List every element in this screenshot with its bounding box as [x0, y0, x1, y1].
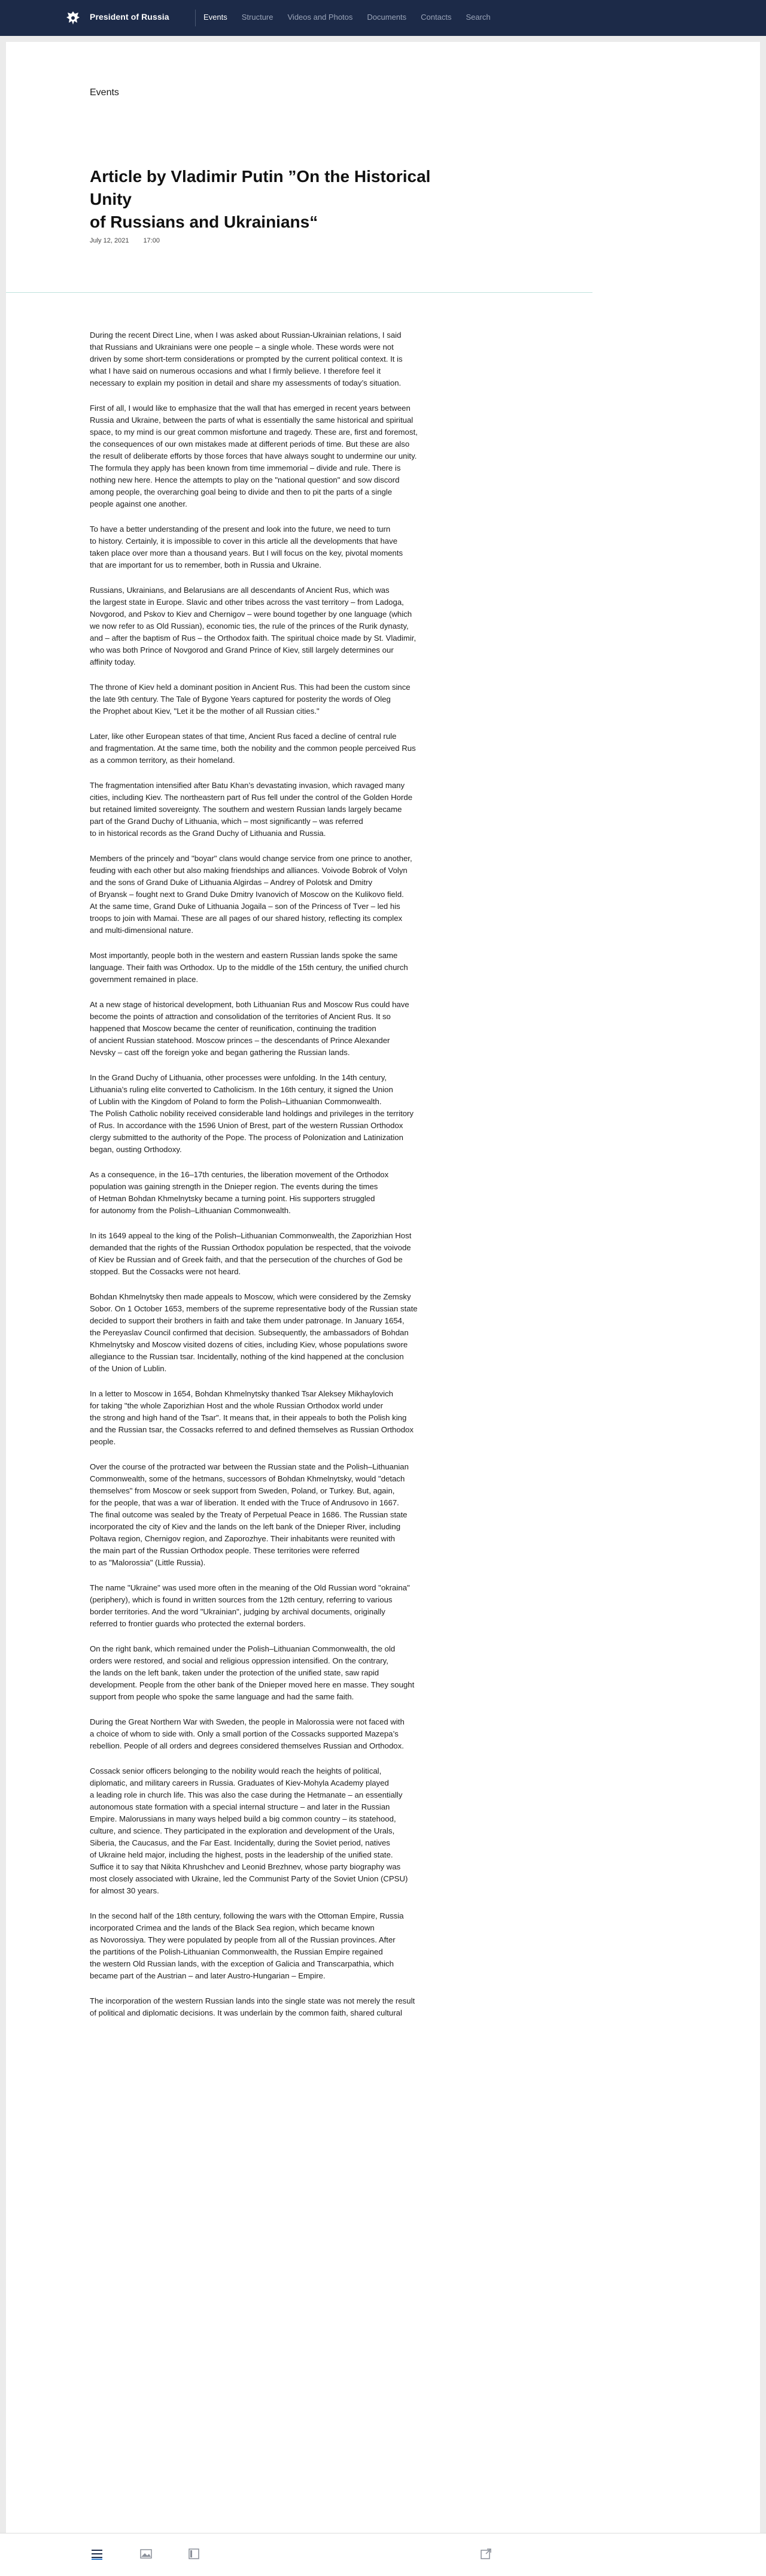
article-time: 17:00 [143, 237, 160, 244]
article-paragraph: Most importantly, people both in the western and eastern Russian lands spoke the same language. Their faith was Orthodox. Up to the middle of the 15th century, the unified church government remained in place. [90, 951, 408, 984]
top-navigation-bar [0, 0, 766, 36]
article-title [90, 165, 473, 234]
article-paragraph: In its 1649 appeal to the king of the Polish–Lithuanian Commonwealth, the Zaporizhian Host demanded that the rights of the Russian Orthodox population be respected, that the voivode of Kiev be Russian and of Greek faith, and that the persecution of the churches of God be stopped. But the Cossacks were not heard. [90, 1231, 412, 1276]
article-paragraph: In the Grand Duchy of Lithuania, other processes were unfolding. In the 14th century, Lithuania’s ruling elite converted to Catholicism. In the 16th century, it signed the Union of Lublin with the Kingdom of Poland to form the Polish–Lithuanian Commonwealth. The Polish Catholic nobility received considerable land holdings and privileges in the territory of Rus. In accordance with the 1596 Union of Brest, part of the western Russian Orthodox clergy submitted to the authority of the Pope. The process of Polonization and Latinization began, ousting Orthodoxy. [90, 1073, 414, 1154]
article-paragraph: First of all, I would like to emphasize that the wall that has emerged in recent years between Russia and Ukraine, between the parts of what is essentially the same historical and spiritual space, to my mind is our great common misfortune and tragedy. These are, first and foremost, the consequences of our own mistakes made at different periods of time. But these are also the result of deliberate efforts by those forces that have always sought to undermine our unity. The formula they apply has been known from time immemorial – divide and rule. There is nothing new here. Hence the attempts to play on the "national question" and sow discord among people, the overarching goal being to divide and then to pit the parts of a single people against one another. [90, 404, 418, 508]
share-icon[interactable] [479, 2547, 493, 2561]
section-label[interactable]: Events [90, 87, 119, 98]
article-paragraph: Cossack senior officers belonging to the nobility would reach the heights of political, diplomatic, and military careers in Russia. Graduates of Kiev-Mohyla Academy played a leading role in church life. This was also the case during the Hetmanate – an essentially autonomous state formation with a special internal structure – and later in the Russian Empire. Malorussians in many ways helped build a big common country – its statehood, culture, and science. They participated in the exploration and development of the Urals, Siberia, the Caucasus, and the Far East. Incidentally, during the Soviet period, natives of Ukraine held major, including the highest, posts in the leadership of the unified state. Suffice it to say that Nikita Khrushchev and Leonid Brezhnev, whose party biography was most closely associated with Ukraine, led the Communist Party of the Soviet Union (CPSU) for almost 30 years. [90, 1766, 408, 1895]
article-paragraph: Bohdan Khmelnytsky then made appeals to Moscow, which were considered by the Zemsky Sobor. On 1 October 1653, members of the supreme representative body of the Russian state decided to support their brothers in faith and take them under patronage. In January 1654, the Pereyaslav Council confirmed that decision. Subsequently, the ambassadors of Bohdan Khmelnytsky and Moscow visited dozens of cities, including Kiev, whose populations swore allegiance to the Russian tsar. Incidentally, nothing of the kind happened at the conclusion of the Union of Lublin. [90, 1292, 418, 1373]
article-date: July 12, 2021 [90, 237, 129, 244]
article-paragraph: To have a better understanding of the present and look into the future, we need to turn to history. Certainly, it is impossible to cover in this article all the developments that have taken place over more than a thousand years. But I will focus on the key, pivotal moments that are important for us to remember, both in Russia and Ukraine. [90, 525, 403, 569]
article-body [90, 329, 527, 2032]
video-icon[interactable] [187, 2547, 201, 2561]
nav-divider [195, 10, 196, 26]
article-paragraph: In a letter to Moscow in 1654, Bohdan Khmelnytsky thanked Tsar Aleksey Mikhaylovich for taking "the whole Zaporizhian Host and the whole Russian Orthodox world under the strong and high hand of the Tsar". It means that, in their appeals to both the Polish king and the Russian tsar, the Cossacks referred to and defined themselves as Russian Orthodox people. [90, 1389, 414, 1446]
article-meta [90, 237, 160, 244]
article-title-text: Article by Vladimir Putin ”On the Historical Unity of Russians and Ukrainians“ [90, 167, 431, 231]
article-paragraph: The fragmentation intensified after Batu Khan’s devastating invasion, which ravaged many cities, including Kiev. The northeastern part of Rus fell under the control of the Golden Horde but retained limited sovereignty. The southern and western Russian lands largely became part of the Grand Duchy of Lithuania, which – most significantly – was referred to in historical records as the Grand Duchy of Lithuania and Russia. [90, 781, 413, 838]
header-divider [6, 292, 592, 293]
article-paragraph: Members of the princely and "boyar" clans would change service from one prince to another, feuding with each other but also making friendships and alliances. Voivode Bobrok of Volyn and the sons of Grand Duke of Lithuania Algirdas – Andrey of Polotsk and Dmitry of Bryansk – fought next to Grand Duke Dmitry Ivanovich of Moscow on the Kulikovo field. At the same time, Grand Duke of Lithuania Jogaila – son of the Princess of Tver – led his troops to join with Mamai. These are all pages of our shared history, reflecting its complex and multi-dimensional nature. [90, 854, 412, 935]
article-paragraph: At a new stage of historical development, both Lithuanian Rus and Moscow Rus could have become the points of attraction and consolidation of the territories of Ancient Rus. It so happened that Moscow became the center of reunification, continuing the tradition of ancient Russian statehood. Moscow princes – the descendants of Prince Alexander Nevsky – cast off the foreign yoke and began gathering the Russian lands. [90, 1000, 409, 1057]
photo-icon[interactable] [139, 2547, 153, 2561]
article-paragraph: As a consequence, in the 16–17th centuries, the liberation movement of the Orthodox population was gaining strength in the Dnieper region. The events during the times of Hetman Bohdan Khmelnytsky became a turning point. His supporters struggled for autonomy from the Polish–Lithuanian Commonwealth. [90, 1170, 389, 1215]
article-paragraph: During the recent Direct Line, when I was asked about Russian-Ukrainian relations, I said that Russians and Ukrainians were one people – a single whole. These words were not driven by some short-term considerations or prompted by the current political context. It is what I have said on numerous occasions and what I firmly believe. I therefore feel it necessary to explain my position in detail and share my assessments of today’s situation. [90, 331, 403, 387]
article-paragraph: Over the course of the protracted war between the Russian state and the Polish–Lithuanian Commonwealth, some of the hetmans, successors of Bohdan Khmelnytsky, would "detach themselves" from Moscow or seek support from Sweden, Poland, or Turkey. But, again, for the people, that was a war of liberation. It ended with the Truce of Andrusovo in 1667. The final outcome was sealed by the Treaty of Perpetual Peace in 1686. The Russian state incorporated the city of Kiev and the lands on the left bank of the Dnieper River, including Poltava region, Chernigov region, and Zaporozhye. Their inhabitants were reunited with the main part of the Russian Orthodox people. These territories were referred to as "Malorossia" (Little Russia). [90, 1462, 409, 1567]
text-view-icon[interactable] [90, 2547, 104, 2561]
article-paragraph: The name "Ukraine" was used more often in the meaning of the Old Russian word "okraina" (periphery), which is found in written sources from the 12th century, referring to various border territories. And the word "Ukrainian", judging by archival documents, originally referred to frontier guards who protected the external borders. [90, 1583, 410, 1628]
site-title[interactable]: President of Russia [90, 12, 169, 22]
nav-item-documents[interactable]: Documents [367, 13, 407, 22]
nav-item-structure[interactable]: Structure [241, 13, 273, 22]
nav-item-contacts[interactable]: Contacts [421, 13, 452, 22]
article-paragraph: Later, like other European states of that time, Ancient Rus faced a decline of central rule and fragmentation. At the same time, both the nobility and the common people perceived Rus as a common territory, as their homeland. [90, 732, 416, 765]
article-paragraph: Russians, Ukrainians, and Belarusians are all descendants of Ancient Rus, which was the largest state in Europe. Slavic and other tribes across the vast territory – from Ladoga, Novgorod, and Pskov to Kiev and Chernigov – were bound together by one language (which we now refer to as Old Russian), economic ties, the rule of the princes of the Rurik dynasty, and – after the baptism of Rus – the Orthodox faith. The spiritual choice made by St. Vladimir, who was both Prince of Novgorod and Grand Prince of Kiev, still largely determines our affinity today. [90, 586, 417, 666]
nav-item-events[interactable]: Events [203, 13, 227, 22]
eagle-emblem-icon[interactable] [65, 10, 81, 26]
article-paragraph: During the Great Northern War with Sweden, the people in Malorossia were not faced with a choice of whom to side with. Only a small portion of the Cossacks supported Mazepa’s rebellion. People of all orders and degrees considered themselves Russian and Orthodox. [90, 1717, 405, 1750]
article-paragraph: The throne of Kiev held a dominant position in Ancient Rus. This had been the custom since the late 9th century. The Tale of Bygone Years captured for posterity the words of Oleg the Prophet about Kiev, "Let it be the mother of all Russian cities." [90, 683, 411, 716]
main-nav [203, 13, 491, 22]
article-paragraph: In the second half of the 18th century, following the wars with the Ottoman Empire, Russia incorporated Crimea and the lands of the Black Sea region, which became known as Novorossiya. They were populated by people from all of the Russian provinces. After the partitions of the Polish-Lithuanian Commonwealth, the Russian Empire regained the western Old Russian lands, with the exception of Galicia and Transcarpathia, which became part of the Austrian – and later Austro-Hungarian – Empire. [90, 1911, 404, 1980]
article-paragraph: On the right bank, which remained under the Polish–Lithuanian Commonwealth, the old orders were restored, and social and religious oppression intensified. On the contrary, the lands on the left bank, taken under the protection of the unified state, saw rapid development. People from the other bank of the Dnieper moved here en masse. They sought support from people who spoke the same language and had the same faith. [90, 1644, 415, 1701]
bottom-toolbar [0, 2533, 766, 2576]
nav-item-videos-and-photos[interactable]: Videos and Photos [287, 13, 353, 22]
article-paragraph: The incorporation of the western Russian lands into the single state was not merely the result of political and diplomatic decisions. It was underlain by the common faith, shared cultural [90, 1996, 415, 2017]
article-card [6, 42, 760, 2533]
nav-item-search[interactable]: Search [466, 13, 491, 22]
